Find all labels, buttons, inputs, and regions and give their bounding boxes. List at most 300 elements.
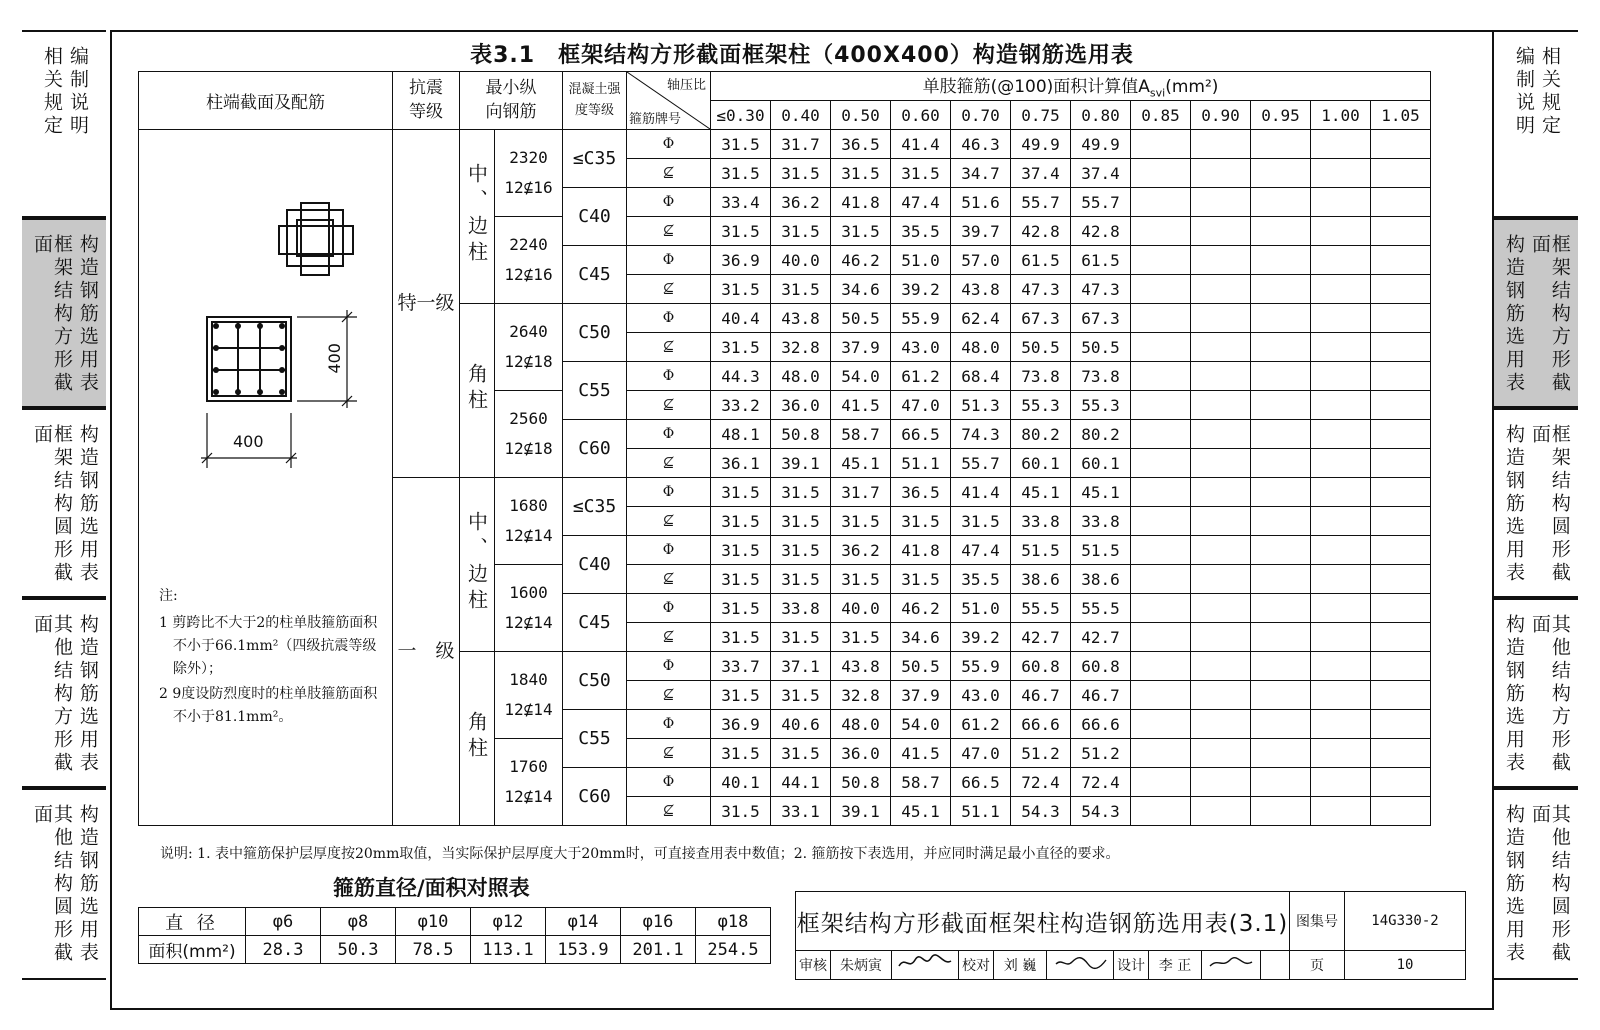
area-value [1191, 681, 1251, 710]
stirrup-symbol: ⊈ [627, 449, 711, 478]
area-value: 31.5 [771, 275, 831, 304]
area-value: 31.5 [711, 797, 771, 826]
area-value: 54.3 [1071, 797, 1131, 826]
area-value [1371, 420, 1431, 449]
area-value: 43.0 [891, 333, 951, 362]
area-value: 67.3 [1071, 304, 1131, 333]
area-value [1371, 188, 1431, 217]
area-value: 39.2 [891, 275, 951, 304]
area-value: 31.5 [831, 217, 891, 246]
tab-subtext: 框架结构方形截面 [1528, 234, 1571, 395]
area-value [1131, 130, 1191, 159]
area-value: 39.2 [951, 623, 1011, 652]
area-value [1251, 420, 1311, 449]
area-value [1371, 362, 1431, 391]
area-value: 28.3 [246, 936, 321, 964]
area-value: 31.5 [951, 507, 1011, 536]
area-value: 55.9 [891, 304, 951, 333]
area-value [1371, 333, 1431, 362]
right-tab-0[interactable] [1494, 30, 1578, 218]
stirrup-symbol: ⊈ [627, 565, 711, 594]
area-value [1131, 623, 1191, 652]
tab-text: 编制说明 [1513, 46, 1535, 138]
bar-area: 2640 [509, 321, 548, 341]
area-value: 78.5 [396, 936, 471, 964]
area-value: 51.2 [1011, 739, 1071, 768]
area-value: 31.5 [711, 681, 771, 710]
area-value [1371, 623, 1431, 652]
area-value [1191, 652, 1251, 681]
area-value: 35.5 [891, 217, 951, 246]
diameter-value: φ10 [396, 908, 471, 936]
area-value: 51.0 [891, 246, 951, 275]
area-value: 40.6 [771, 710, 831, 739]
tab-text: 构造钢筋选用表 [1503, 424, 1526, 585]
area-value [1311, 565, 1371, 594]
min-bar [495, 391, 563, 478]
area-value: 36.1 [711, 449, 771, 478]
area-value: 55.7 [951, 449, 1011, 478]
stirrup-symbol: Φ [627, 652, 711, 681]
stirrup-symbol: ⊈ [627, 159, 711, 188]
tab-subtext: 框架结构圆形截面 [1528, 424, 1571, 585]
area-value [1191, 159, 1251, 188]
ratio-header: 0.70 [951, 101, 1011, 130]
area-value: 47.0 [951, 739, 1011, 768]
area-value: 33.1 [771, 797, 831, 826]
area-value [1251, 362, 1311, 391]
area-value [1371, 739, 1431, 768]
diameter-value: φ6 [246, 908, 321, 936]
seismic-grade: 一 级 [393, 478, 460, 826]
area-value [1311, 739, 1371, 768]
area-value: 201.1 [621, 936, 696, 964]
area-value [1191, 362, 1251, 391]
area-value [1371, 536, 1431, 565]
area-value: 61.2 [951, 710, 1011, 739]
area-value [1251, 246, 1311, 275]
bar-area: 2240 [509, 234, 548, 254]
notes-block [159, 585, 379, 732]
area-value: 50.8 [771, 420, 831, 449]
area-value [1191, 217, 1251, 246]
area-value: 43.8 [831, 652, 891, 681]
concrete-grade: C60 [563, 768, 627, 826]
area-value: 51.5 [1071, 536, 1131, 565]
area-value: 50.5 [891, 652, 951, 681]
area-value [1311, 768, 1371, 797]
area-value [1371, 217, 1431, 246]
area-value [1371, 130, 1431, 159]
area-value [1131, 768, 1191, 797]
area-value [1191, 449, 1251, 478]
area-value [1251, 130, 1311, 159]
area-value [1251, 594, 1311, 623]
area-value [1371, 594, 1431, 623]
area-value [1311, 536, 1371, 565]
stirrup-symbol: ⊈ [627, 797, 711, 826]
section-figure-cell [139, 130, 393, 826]
concrete-grade: C55 [563, 710, 627, 768]
area-value: 36.2 [831, 536, 891, 565]
reviewer-signature [892, 951, 959, 980]
area-value [1191, 391, 1251, 420]
area-value: 37.9 [891, 681, 951, 710]
bar-spec: 12⊈14 [504, 787, 553, 806]
axial-label: 轴压比 [666, 78, 706, 93]
design-label: 设计 [1114, 951, 1149, 980]
position-text: 中、边柱 [464, 162, 489, 267]
stirrup-symbol: ⊈ [627, 739, 711, 768]
area-value: 31.5 [831, 623, 891, 652]
header-seismic: 抗震等级 [393, 72, 460, 130]
area-value: 33.2 [711, 391, 771, 420]
right-tab-1[interactable] [1494, 218, 1578, 408]
tab-text: 构造钢筋选用表 [76, 234, 99, 395]
area-value: 39.1 [771, 449, 831, 478]
concrete-grade: C40 [563, 536, 627, 594]
area-value [1251, 565, 1311, 594]
area-value: 55.9 [951, 652, 1011, 681]
area-value [1311, 507, 1371, 536]
area-value: 40.0 [831, 594, 891, 623]
area-value: 31.5 [771, 681, 831, 710]
area-value [1311, 652, 1371, 681]
ratio-header: 1.05 [1371, 101, 1431, 130]
tab-subtext: 框架结构圆形截面 [31, 424, 73, 585]
area-value: 39.1 [831, 797, 891, 826]
area-value [1191, 304, 1251, 333]
area-value: 31.5 [711, 478, 771, 507]
seismic-grade: 特一级 [393, 130, 460, 478]
area-value [1371, 159, 1431, 188]
area-value: 36.0 [771, 391, 831, 420]
area-value: 66.6 [1071, 710, 1131, 739]
checker-name: 刘 巍 [994, 951, 1047, 980]
concrete-grade: ≤C35 [563, 478, 627, 536]
area-value: 61.2 [891, 362, 951, 391]
bar-spec: 12⊈16 [504, 265, 553, 284]
area-value [1251, 275, 1311, 304]
area-value: 44.3 [711, 362, 771, 391]
atlas-label: 图集号 [1290, 892, 1345, 951]
area-value: 31.5 [711, 275, 771, 304]
area-value: 55.5 [1071, 594, 1131, 623]
explanation: 说明: 1. 表中箍筋保护层厚度按20mm取值，当实际保护层厚度大于20mm时，可直接查用表中数值；2. 箍筋按下表选用，并应同时满足最小直径的要求。 [160, 846, 1120, 862]
area-value: 51.3 [951, 391, 1011, 420]
area-value [1131, 275, 1191, 304]
area-value [1191, 333, 1251, 362]
ratio-header: 0.95 [1251, 101, 1311, 130]
area-value [1311, 391, 1371, 420]
area-value: 66.5 [891, 420, 951, 449]
area-value [1251, 333, 1311, 362]
area-value: 55.3 [1071, 391, 1131, 420]
area-value: 60.1 [1071, 449, 1131, 478]
area-value: 31.7 [771, 130, 831, 159]
bar-area: 1680 [509, 495, 548, 515]
ratio-header: 1.00 [1311, 101, 1371, 130]
min-bar [495, 304, 563, 391]
area-value: 31.5 [711, 159, 771, 188]
area-value: 66.6 [1011, 710, 1071, 739]
area-value [1131, 188, 1191, 217]
area-value [1131, 246, 1191, 275]
area-value [1371, 304, 1431, 333]
ratio-header: 0.75 [1011, 101, 1071, 130]
area-value [1371, 449, 1431, 478]
tab-subtext: 相关规定 [1538, 46, 1561, 138]
area-value [1251, 710, 1311, 739]
area-value: 31.7 [831, 478, 891, 507]
area-value: 45.1 [891, 797, 951, 826]
area-value: 41.5 [891, 739, 951, 768]
area-value [1311, 333, 1371, 362]
area-value: 33.8 [1011, 507, 1071, 536]
area-value [1131, 304, 1191, 333]
area-value [1371, 246, 1431, 275]
ratio-header: 0.85 [1131, 101, 1191, 130]
area-value [1131, 797, 1191, 826]
area-value: 37.9 [831, 333, 891, 362]
area-value: 31.5 [711, 536, 771, 565]
diameter-row [139, 908, 771, 936]
tab-subtext: 其他结构圆形截面 [31, 804, 73, 965]
stirrup-symbol: Φ [627, 710, 711, 739]
stirrup-symbol: ⊈ [627, 507, 711, 536]
table-body [139, 130, 1431, 826]
area-value [1311, 594, 1371, 623]
stirrup-symbol: ⊈ [627, 217, 711, 246]
header-concrete: 混凝土强度等级 [563, 72, 627, 130]
tab-subtext: 其他结构方形截面 [1528, 614, 1571, 775]
area-value: 74.3 [951, 420, 1011, 449]
area-value: 58.7 [831, 420, 891, 449]
tab-subtext: 其他结构方形截面 [31, 614, 73, 775]
area-value: 60.8 [1071, 652, 1131, 681]
area-value: 60.8 [1011, 652, 1071, 681]
bar-spec: 12⊈14 [504, 526, 553, 545]
area-value: 33.4 [711, 188, 771, 217]
area-value [1311, 159, 1371, 188]
signature-mark [1050, 952, 1110, 974]
area-value: 31.5 [711, 623, 771, 652]
area-value: 36.0 [831, 739, 891, 768]
area-value: 38.6 [1071, 565, 1131, 594]
dimension-width: 400 [233, 432, 264, 451]
stirrup-symbol: Φ [627, 304, 711, 333]
area-value [1131, 710, 1191, 739]
area-value [1131, 507, 1191, 536]
area-value [1371, 507, 1431, 536]
area-value: 41.8 [891, 536, 951, 565]
right-tab-3[interactable] [1494, 598, 1578, 788]
right-tab-4[interactable] [1494, 788, 1578, 980]
area-value [1311, 681, 1371, 710]
area-value [1251, 739, 1311, 768]
position-text: 角柱 [464, 710, 489, 763]
area-value: 73.8 [1071, 362, 1131, 391]
area-value: 47.3 [1011, 275, 1071, 304]
note-line: 1 剪跨比不大于2的柱单肢箍筋面积不小于66.1mm²（四级抗震等级除外）； [159, 615, 378, 678]
left-tab-0[interactable] [22, 30, 106, 218]
atlas-number: 14G330-2 [1345, 892, 1466, 951]
area-value: 55.3 [1011, 391, 1071, 420]
area-value: 32.8 [831, 681, 891, 710]
area-value: 54.0 [891, 710, 951, 739]
area-value [1131, 362, 1191, 391]
check-label: 校对 [959, 951, 994, 980]
concrete-grade: C45 [563, 246, 627, 304]
area-value: 31.5 [831, 159, 891, 188]
area-value [1191, 536, 1251, 565]
area-value: 32.8 [771, 333, 831, 362]
area-value: 48.1 [711, 420, 771, 449]
area-value: 33.8 [771, 594, 831, 623]
stirrup-symbol: ⊈ [627, 623, 711, 652]
bar-area: 1760 [509, 756, 548, 776]
area-value [1251, 797, 1311, 826]
area-value [1251, 478, 1311, 507]
diameter-table [138, 907, 771, 964]
area-value: 57.0 [951, 246, 1011, 275]
area-value: 31.5 [771, 536, 831, 565]
designer-name: 李 正 [1149, 951, 1202, 980]
min-bar [495, 130, 563, 217]
column-position [460, 652, 495, 826]
area-value [1311, 797, 1371, 826]
area-value [1131, 420, 1191, 449]
left-tab-4[interactable] [22, 788, 106, 980]
right-tab-2[interactable] [1494, 408, 1578, 598]
area-value: 41.4 [951, 478, 1011, 507]
area-value: 37.1 [771, 652, 831, 681]
area-value: 80.2 [1011, 420, 1071, 449]
tab-subtext: 其他结构圆形截面 [1528, 804, 1571, 965]
area-value: 31.5 [771, 623, 831, 652]
area-value [1311, 217, 1371, 246]
column-position [460, 478, 495, 652]
area-value: 31.5 [711, 130, 771, 159]
area-value [1131, 449, 1191, 478]
area-value [1371, 391, 1431, 420]
area-value: 51.6 [951, 188, 1011, 217]
area-value: 45.1 [1071, 478, 1131, 507]
dimension-height: 400 [325, 343, 344, 374]
column-position [460, 304, 495, 478]
area-value: 36.9 [711, 710, 771, 739]
area-value [1311, 362, 1371, 391]
concrete-grade: C40 [563, 188, 627, 246]
area-value [1191, 275, 1251, 304]
bar-spec: 12⊈18 [504, 439, 553, 458]
area-value: 50.3 [321, 936, 396, 964]
area-value [1251, 768, 1311, 797]
area-value [1131, 478, 1191, 507]
ratio-header: 0.50 [831, 101, 891, 130]
ratio-header: 0.40 [771, 101, 831, 130]
designer-signature [1202, 951, 1261, 980]
area-value: 55.7 [1011, 188, 1071, 217]
min-bar [495, 217, 563, 304]
ratio-header: 0.90 [1191, 101, 1251, 130]
tab-text: 构造钢筋选用表 [1503, 614, 1526, 775]
area-value: 67.3 [1011, 304, 1071, 333]
stirrup-grade-label: 箍筋牌号 [629, 112, 682, 127]
area-value [1311, 304, 1371, 333]
column-position [460, 130, 495, 304]
reviewer-name: 朱炳寅 [831, 951, 892, 980]
area-value [1251, 304, 1311, 333]
area-value: 41.5 [831, 391, 891, 420]
area-value: 47.3 [1071, 275, 1131, 304]
area-value [1311, 130, 1371, 159]
page-title: 表3.1 框架结构方形截面框架柱（400X400）构造钢筋选用表 [470, 43, 1134, 68]
area-value: 46.7 [1011, 681, 1071, 710]
area-value: 51.5 [1011, 536, 1071, 565]
bar-spec: 12⊈14 [504, 613, 553, 632]
left-tab-1[interactable] [22, 218, 106, 408]
area-value [1191, 739, 1251, 768]
area-value [1311, 275, 1371, 304]
bar-spec: 12⊈16 [504, 178, 553, 197]
area-value: 31.5 [891, 507, 951, 536]
area-value: 39.7 [951, 217, 1011, 246]
area-value: 31.5 [831, 565, 891, 594]
area-value: 41.8 [831, 188, 891, 217]
stirrup-symbol: Φ [627, 246, 711, 275]
area-value [1191, 188, 1251, 217]
left-tab-2[interactable] [22, 408, 106, 598]
area-value [1251, 391, 1311, 420]
area-value [1191, 710, 1251, 739]
area-value: 36.9 [711, 246, 771, 275]
stirrup-symbol: Φ [627, 768, 711, 797]
stirrup-symbol: Φ [627, 594, 711, 623]
stirrup-table [138, 71, 1431, 826]
left-tab-3[interactable] [22, 598, 106, 788]
concrete-grade: C45 [563, 594, 627, 652]
area-value: 48.0 [831, 710, 891, 739]
area-value: 68.4 [951, 362, 1011, 391]
area-value [1311, 710, 1371, 739]
diameter-label: 直 径 [139, 908, 246, 936]
area-value: 42.8 [1071, 217, 1131, 246]
area-value: 48.0 [951, 333, 1011, 362]
area-value: 31.5 [711, 507, 771, 536]
area-value: 51.2 [1071, 739, 1131, 768]
area-value [1131, 333, 1191, 362]
area-value: 58.7 [891, 768, 951, 797]
area-value: 61.5 [1011, 246, 1071, 275]
area-value [1311, 449, 1371, 478]
area-value: 48.0 [771, 362, 831, 391]
area-value: 46.2 [831, 246, 891, 275]
ratio-header: 0.80 [1071, 101, 1131, 130]
header-min-bar: 最小纵向钢筋 [460, 72, 563, 130]
note-line: 注: [159, 588, 178, 604]
area-value: 43.8 [951, 275, 1011, 304]
page-number: 10 [1345, 951, 1466, 980]
position-text: 中、边柱 [464, 510, 489, 615]
area-value: 37.4 [1071, 159, 1131, 188]
area-value [1371, 797, 1431, 826]
min-bar [495, 565, 563, 652]
review-label: 审核 [796, 951, 831, 980]
ratio-header: 0.60 [891, 101, 951, 130]
diameter-value: φ12 [471, 908, 546, 936]
title-block [795, 891, 1466, 980]
